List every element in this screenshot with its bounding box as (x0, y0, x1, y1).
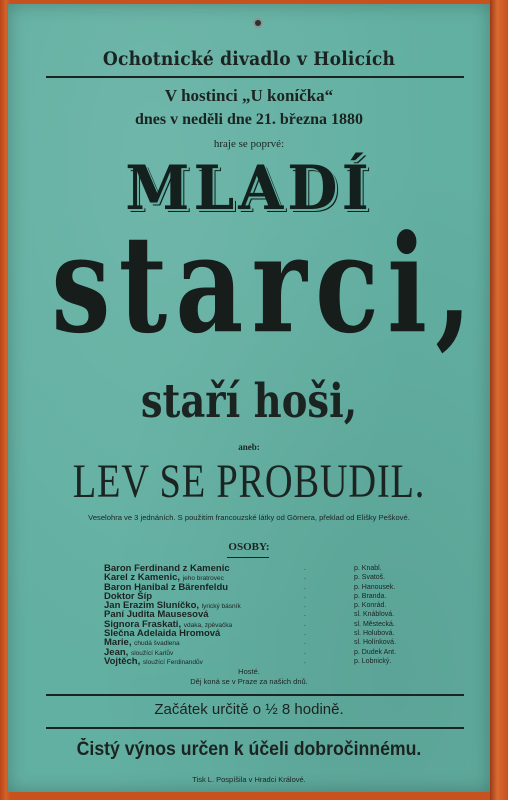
premiere-note: hraje se poprvé: (213, 138, 285, 150)
cast-role-description: vdaka, zpěvačka (183, 621, 233, 629)
leader-dot: . (304, 583, 306, 591)
leader-dot: . (304, 574, 306, 582)
cast-role-description: chudá švadlena (134, 640, 180, 648)
start-time: Začátek určitě o ½ 8 hodině. (154, 701, 344, 718)
rule-before-proceeds (46, 727, 464, 729)
cast-actor: p. Hanousek. (354, 583, 396, 591)
cast-actor: p. Branda. (354, 592, 387, 600)
cast-role-name: Paní Judita Mausesová (104, 609, 209, 621)
genre-line: Veselohra ve 3 jednáních. S použitím francouzské látky od Görnera, překlad od Elišky Peškové. (88, 513, 410, 522)
leader-dot: . (304, 648, 306, 656)
cast-role-description: lyrický básník (201, 603, 241, 611)
setting-note: Děj koná se v Praze za našich dnů. (190, 677, 308, 686)
proceeds-note: Čistý výnos určen k účeli dobročinnému. (76, 739, 422, 760)
cast-role-name: Doktor Šíp (104, 590, 153, 602)
performance-date: dnes v neděli dne 21. března 1880 (134, 111, 363, 128)
cast-role-description: jeho bratrovec (182, 575, 224, 583)
title-line-stari-hosi: staří hoši, (140, 374, 358, 429)
cast-role-name: Jean, (104, 646, 129, 658)
leader-dot: . (304, 657, 306, 665)
subtitle: LEV SE PROBUDIL. (72, 455, 426, 508)
theatre-poster (8, 4, 490, 792)
title-word-mladi: MLADÍ (125, 152, 373, 224)
cast-role-name: Signora Fraskati, (104, 618, 182, 630)
printer-credit: Tisk L. Pospíšila v Hradci Králové. (192, 775, 306, 784)
frame-edge (490, 0, 508, 800)
cast-actor: sl. Holínková. (354, 639, 397, 647)
leader-dot: . (304, 620, 306, 628)
leader-dot: . (304, 592, 306, 600)
cast-role-description: sloužící Karlův (130, 649, 174, 657)
cast-heading-rule (227, 557, 269, 558)
cast-row (104, 629, 434, 638)
cast-role-name: Slečna Adelaida Hromová (104, 628, 221, 640)
cast-role-name: Baron Hanibal z Bärenfeldu (104, 581, 229, 593)
leader-dot: . (304, 602, 306, 610)
cast-actor: p. Knabl. (354, 565, 382, 572)
cast-actor: p. Lobnický. (354, 657, 392, 665)
aneb-label: aneb: (238, 442, 260, 452)
leader-dot: . (304, 639, 306, 647)
cast-role-name: Karel z Kamenic, (104, 572, 181, 584)
cast-list (104, 564, 434, 666)
cast-row (104, 657, 434, 666)
cast-actor: p. Konrád. (354, 602, 387, 610)
cast-row (104, 638, 434, 647)
guests-note: Hosté. (238, 667, 260, 676)
nail-hole-icon (253, 18, 263, 28)
leader-dot: . (304, 630, 306, 638)
cast-role-name: Marie, (104, 637, 132, 649)
venue: V hostinci „U koníčka“ (164, 86, 334, 105)
cast-actor: p. Svatoš. (354, 574, 386, 582)
cast-role-name: Vojtěch, (104, 655, 141, 667)
cast-actor: sl. Holubová. (354, 630, 395, 638)
cast-actor: sl. Knáblová. (354, 611, 395, 619)
title-word-starci: starci, (51, 206, 480, 364)
cast-heading: OSOBY: (228, 541, 270, 553)
cast-role-name: Baron Ferdinand z Kamenic (104, 563, 230, 574)
cast-role-name: Jan Erazim Sluníčko, (104, 600, 200, 612)
header-rule (46, 76, 464, 78)
cast-role (104, 657, 203, 667)
cast-actor: p. Dudek Ant. (354, 648, 397, 656)
rule-before-start (46, 694, 464, 696)
theatre-name: Ochotnické divadlo v Holicích (102, 48, 396, 70)
cast-role-description: sloužící Ferdinandův (142, 658, 203, 666)
leader-dot: . (304, 611, 306, 619)
leader-dot: . (304, 565, 306, 572)
cast-actor: sl. Městecká. (354, 620, 395, 628)
cast-row (104, 648, 434, 657)
cast-row (104, 583, 434, 592)
